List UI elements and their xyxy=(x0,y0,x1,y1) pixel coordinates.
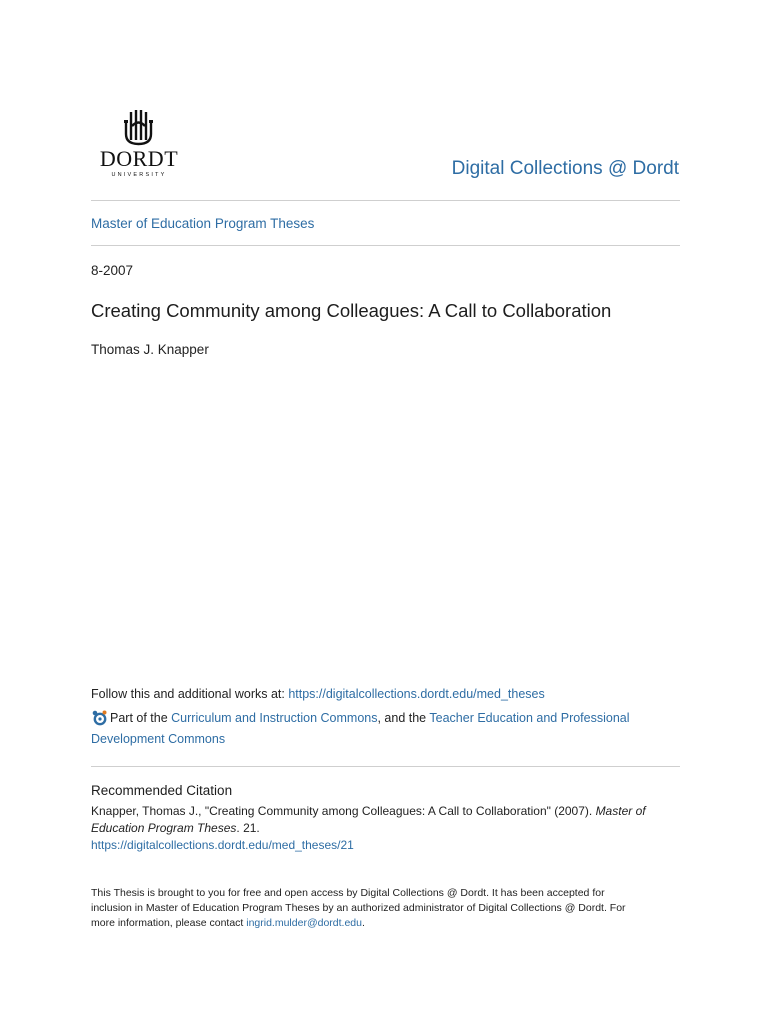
document-title: Creating Community among Colleagues: A Call to Collaboration xyxy=(91,300,612,321)
logo-subtitle: UNIVERSITY xyxy=(111,172,167,178)
footer-end: . xyxy=(361,917,365,929)
footer-line-3: more information, please contact xyxy=(91,917,247,929)
curriculum-commons-link[interactable]: Curriculum and Instruction Commons xyxy=(171,711,378,725)
citation-series-italic: Master of xyxy=(595,804,646,818)
part-of-line xyxy=(91,708,651,750)
follow-line xyxy=(91,684,691,705)
follow-url-link[interactable]: https://digitalcollections.dordt.edu/med_theses xyxy=(288,687,545,701)
publication-date: 8-2007 xyxy=(91,263,134,278)
footer-line-1: This Thesis is brought to you for free and open access by Digital Collections @ Dordt. It has been accepted for xyxy=(91,887,605,899)
divider xyxy=(91,766,680,767)
divider xyxy=(91,200,680,201)
access-statement xyxy=(91,886,681,931)
citation-number: . 21. xyxy=(236,821,260,835)
development-commons-link[interactable]: Development Commons xyxy=(91,732,226,746)
citation-series-italic-cont: Education Program Theses xyxy=(91,821,237,835)
follow-prefix: Follow this and additional works at: xyxy=(91,687,289,701)
repository-title-link[interactable]: Digital Collections @ Dordt xyxy=(451,158,679,179)
citation-heading: Recommended Citation xyxy=(91,783,233,798)
footer-line-2: inclusion in Master of Education Program Theses by an authorized administrator of Digital Collections @ Dordt. For xyxy=(91,902,626,914)
author-name: Thomas J. Knapper xyxy=(91,342,209,357)
citation-body xyxy=(91,803,681,854)
divider xyxy=(91,245,680,246)
part-of-prefix: Part of the xyxy=(110,711,172,725)
logo-wordmark: DORDT xyxy=(99,146,179,171)
part-of-middle: , and the xyxy=(377,711,430,725)
network-icon[interactable] xyxy=(91,709,108,726)
teacher-education-commons-link[interactable]: Teacher Education and Professional xyxy=(429,711,630,725)
citation-url-link[interactable]: https://digitalcollections.dordt.edu/med_theses/21 xyxy=(91,838,354,852)
series-link[interactable]: Master of Education Program Theses xyxy=(91,216,315,231)
contact-email-link[interactable]: ingrid.mulder@dordt.edu xyxy=(246,917,362,929)
citation-text: Knapper, Thomas J., "Creating Community among Colleagues: A Call to Collaboration" (2007). xyxy=(91,804,596,818)
dordt-emblem-icon xyxy=(96,108,182,148)
dordt-logo xyxy=(96,108,186,180)
